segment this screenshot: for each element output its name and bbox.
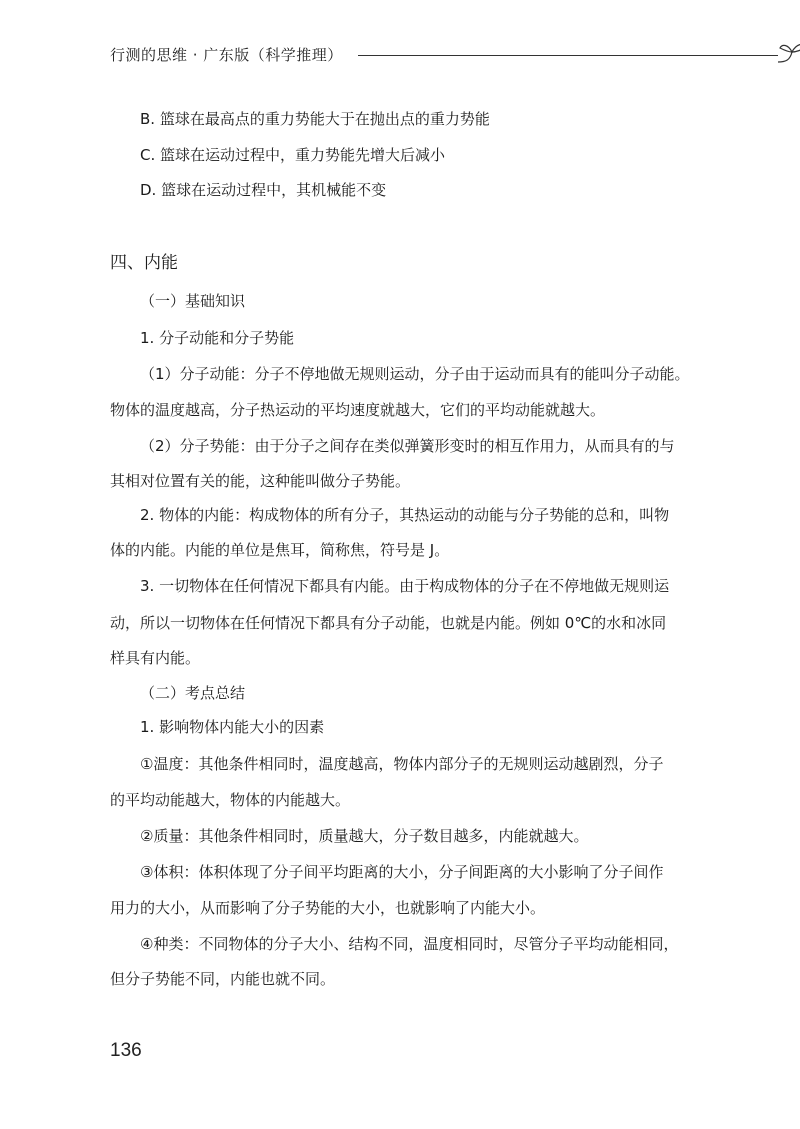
page-number: 136: [110, 1040, 142, 1061]
option-b: B. 篮球在最高点的重力势能大于在抛出点的重力势能: [140, 110, 490, 128]
paragraph-line: 2. 物体的内能：构成物体的所有分子，其热运动的动能与分子势能的总和，叫物: [140, 506, 670, 524]
paragraph-line: 物体的温度越高，分子热运动的平均速度就越大，它们的平均动能就越大。: [110, 401, 606, 419]
paragraph-line: 其相对位置有关的能，这种能叫做分子势能。: [110, 472, 411, 490]
paragraph-line: 但分子势能不同，内能也就不同。: [110, 970, 336, 988]
paragraph-line: 3. 一切物体在任何情况下都具有内能。由于构成物体的分子在不停地做无规则运: [140, 577, 670, 595]
subsection-basics-title: （一）基础知识: [140, 292, 246, 310]
paragraph-line: ①温度：其他条件相同时，温度越高，物体内部分子的无规则运动越剧烈，分子: [140, 755, 664, 773]
paragraph-line: 样具有内能。: [110, 649, 201, 667]
paragraph-line: ③体积：体积体现了分子间平均距离的大小，分子间距离的大小影响了分子间作: [140, 863, 664, 881]
sprout-icon: [774, 40, 800, 66]
paragraph-line: ④种类：不同物体的分子大小、结构不同，温度相同时，尽管分子平均动能相同，: [140, 935, 679, 953]
paragraph-line: 用力的大小，从而影响了分子势能的大小，也就影响了内能大小。: [110, 899, 546, 917]
subsection-summary-title: （二）考点总结: [140, 684, 246, 702]
header-title: 行测的思维 · 广东版（科学推理）: [110, 46, 343, 64]
paragraph-line: （1）分子动能：分子不停地做无规则运动，分子由于运动而具有的能叫分子动能。: [140, 365, 690, 383]
paragraph-line: ②质量：其他条件相同时，质量越大，分子数目越多，内能就越大。: [140, 827, 589, 845]
option-d: D. 篮球在运动过程中，其机械能不变: [140, 181, 387, 199]
section-heading: 四、内能: [110, 253, 178, 273]
running-header: [110, 40, 710, 70]
paragraph-line: 动，所以一切物体在任何情况下都具有分子动能，也就是内能。例如 0℃的水和冰同: [110, 614, 667, 632]
paragraph-line: （2）分子势能：由于分子之间存在类似弹簧形变时的相互作用力，从而具有的与: [140, 437, 675, 455]
paragraph-line: 体的内能。内能的单位是焦耳，简称焦，符号是 J。: [110, 541, 450, 559]
paragraph-line: 的平均动能越大，物体的内能越大。: [110, 791, 351, 809]
summary-item1-title: 1. 影响物体内能大小的因素: [140, 718, 325, 736]
option-c: C. 篮球在运动过程中，重力势能先增大后减小: [140, 146, 446, 164]
header-rule: [358, 55, 778, 56]
basics-item1-title: 1. 分子动能和分子势能: [140, 329, 295, 347]
